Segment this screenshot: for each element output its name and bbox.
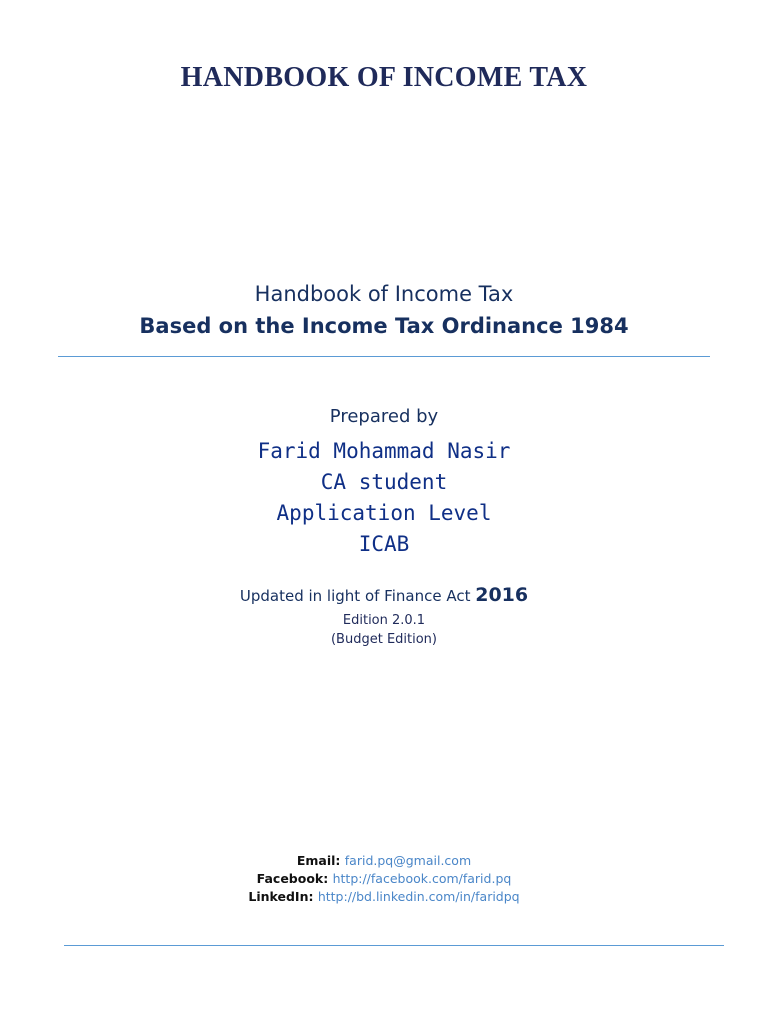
- author-role: CA student: [320, 470, 448, 494]
- bottom-divider: [64, 945, 724, 946]
- subtitle-block: [0, 278, 768, 342]
- author-block: [0, 436, 768, 560]
- page-title: HANDBOOK OF INCOME TAX: [180, 62, 588, 93]
- subtitle-line-1: Handbook of Income Tax: [254, 282, 514, 306]
- author-institute: ICAB: [358, 532, 410, 556]
- email-label: Email:: [296, 853, 345, 868]
- prepared-by-label: Prepared by: [329, 406, 439, 427]
- linkedin-link[interactable]: http://bd.linkedin.com/in/faridpq: [317, 889, 520, 904]
- author-name: Farid Mohammad Nasir: [257, 439, 511, 463]
- update-note: [0, 584, 768, 606]
- author-level: Application Level: [276, 501, 492, 525]
- facebook-label: Facebook:: [256, 871, 333, 886]
- contact-email: [0, 852, 768, 870]
- finance-act-label: Finance Act: [384, 587, 476, 605]
- contact-facebook: [0, 870, 768, 888]
- contact-block: [0, 852, 768, 906]
- finance-act-year: 2016: [475, 584, 529, 606]
- contact-linkedin: [0, 888, 768, 906]
- email-link[interactable]: farid.pq@gmail.com: [344, 853, 472, 868]
- edition-number: Edition 2.0.1: [342, 613, 426, 628]
- linkedin-label: LinkedIn:: [248, 889, 318, 904]
- update-prefix: Updated in light of: [239, 587, 385, 605]
- edition-block: [0, 611, 768, 649]
- top-divider: [58, 356, 710, 357]
- subtitle-line-2: Based on the Income Tax Ordinance 1984: [139, 314, 629, 338]
- edition-type: (Budget Edition): [330, 632, 437, 647]
- facebook-link[interactable]: http://facebook.com/farid.pq: [332, 871, 512, 886]
